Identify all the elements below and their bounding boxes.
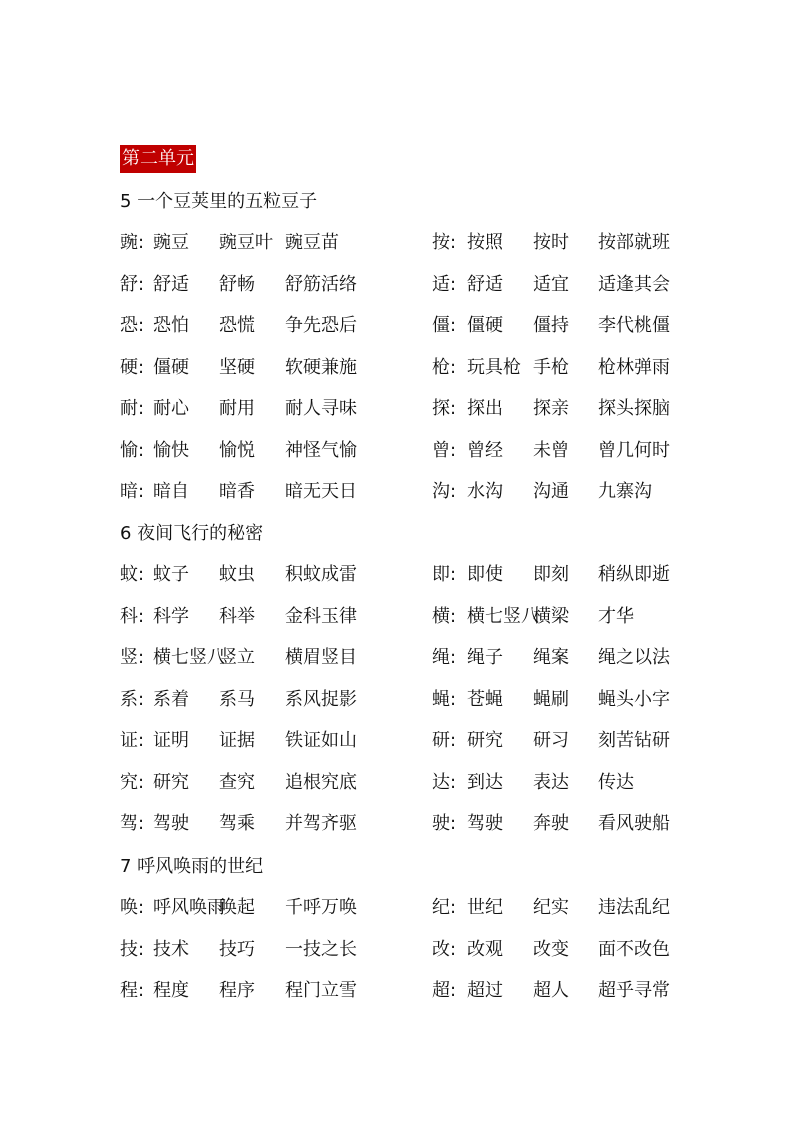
left-char: 硬: (120, 356, 145, 378)
left-char: 竖: (120, 647, 145, 668)
lesson-title: 6 夜间飞行的秘密 (120, 523, 264, 544)
right-word: 横七竖八 (467, 605, 539, 627)
right-char: 曾: (432, 439, 457, 461)
right-word: 探亲 (533, 398, 569, 419)
left-char: 耐: (120, 398, 145, 419)
left-char: 恐: (120, 315, 145, 336)
left-word: 驾乘 (219, 813, 255, 834)
right-word: 玩具枪 (467, 356, 521, 378)
right-char: 按: (432, 232, 457, 253)
left-word: 系马 (219, 688, 255, 710)
right-char: 达: (432, 771, 457, 793)
left-word: 僵硬 (153, 356, 189, 378)
right-word: 苍蝇 (467, 688, 503, 710)
right-word: 探头探脑 (598, 398, 670, 419)
lesson-title: 5 一个豆荚里的五粒豆子 (120, 191, 318, 212)
left-word: 程序 (219, 980, 255, 1001)
right-char: 沟: (432, 481, 457, 502)
right-char: 适: (432, 273, 457, 295)
left-word: 恐慌 (219, 315, 255, 336)
left-word: 证明 (153, 730, 189, 751)
right-char: 横: (432, 605, 457, 627)
left-char: 唤: (120, 897, 145, 918)
vocab-row (0, 230, 793, 256)
right-word: 沟通 (533, 481, 569, 502)
right-word: 僵硬 (467, 315, 503, 336)
vocab-row (0, 645, 793, 671)
left-char: 暗: (120, 481, 145, 502)
right-word: 研究 (467, 730, 503, 751)
left-word: 坚硬 (219, 356, 255, 378)
vocab-row (0, 313, 793, 339)
right-word: 僵持 (533, 315, 569, 336)
left-word: 蚊子 (153, 564, 189, 585)
right-word: 九寨沟 (598, 481, 652, 502)
right-word: 驾驶 (467, 813, 503, 834)
right-char: 即: (432, 564, 457, 585)
left-word: 舒筋活络 (285, 273, 357, 295)
left-word: 积蚊成雷 (285, 564, 357, 585)
right-word: 违法乱纪 (598, 897, 670, 918)
left-word: 舒畅 (219, 273, 255, 295)
left-word: 暗自 (153, 481, 189, 502)
right-word: 改观 (467, 938, 503, 960)
left-word: 暗无天日 (285, 481, 357, 502)
right-word: 按部就班 (598, 232, 670, 253)
right-char: 枪: (432, 356, 457, 378)
left-char: 舒: (120, 273, 145, 295)
right-char: 僵: (432, 315, 457, 336)
vocab-row (0, 811, 793, 837)
vocab-row (0, 479, 793, 505)
right-char: 驶: (432, 813, 457, 834)
vocab-row (0, 770, 793, 796)
left-word: 软硬兼施 (285, 356, 357, 378)
vocab-row (0, 687, 793, 713)
left-word: 豌豆叶 (219, 232, 273, 253)
right-word: 绳之以法 (598, 647, 670, 668)
right-char: 探: (432, 398, 457, 419)
left-word: 呼风唤雨 (153, 897, 225, 918)
left-word: 神怪气愉 (285, 439, 357, 461)
left-word: 程门立雪 (285, 980, 357, 1001)
right-word: 奔驶 (533, 813, 569, 834)
vocab-row (0, 937, 793, 963)
left-char: 科: (120, 605, 145, 627)
left-word: 暗香 (219, 481, 255, 502)
left-word: 技巧 (219, 938, 255, 960)
right-word: 适宜 (533, 273, 569, 295)
right-word: 蝇头小字 (598, 688, 670, 710)
left-word: 耐心 (153, 398, 189, 419)
right-word: 曾经 (467, 439, 503, 461)
right-word: 改变 (533, 938, 569, 960)
right-char: 纪: (432, 897, 457, 918)
vocab-row (0, 728, 793, 754)
right-word: 超人 (533, 980, 569, 1001)
left-word: 舒适 (153, 273, 189, 295)
right-char: 改: (432, 938, 457, 960)
left-word: 争先恐后 (285, 315, 357, 336)
left-word: 唤起 (219, 897, 255, 918)
left-word: 愉快 (153, 439, 189, 461)
right-word: 绳案 (533, 647, 569, 668)
vocab-row (0, 355, 793, 381)
right-word: 未曾 (533, 439, 569, 461)
right-word: 看风驶船 (598, 813, 670, 834)
left-word: 驾驶 (153, 813, 189, 834)
left-word: 耐人寻味 (285, 398, 357, 419)
right-word: 探出 (467, 398, 503, 419)
left-word: 耐用 (219, 398, 255, 419)
left-char: 系: (120, 688, 145, 710)
right-word: 纪实 (533, 897, 569, 918)
left-word: 横七竖八 (153, 647, 225, 668)
right-word: 表达 (533, 771, 569, 793)
left-char: 蚊: (120, 564, 145, 585)
vocab-row (0, 978, 793, 1004)
left-char: 究: (120, 771, 145, 793)
left-word: 技术 (153, 938, 189, 960)
right-word: 传达 (598, 771, 634, 793)
left-word: 追根究底 (285, 771, 357, 793)
right-char: 蝇: (432, 688, 457, 710)
left-word: 金科玉律 (285, 605, 357, 627)
left-char: 证: (120, 730, 145, 751)
right-word: 绳子 (467, 647, 503, 668)
vocab-row (0, 272, 793, 298)
left-char: 豌: (120, 232, 145, 253)
lesson-title: 7 呼风唤雨的世纪 (120, 856, 264, 877)
unit-title: 第二单元 (120, 145, 196, 173)
right-word: 按时 (533, 232, 569, 253)
right-word: 水沟 (467, 481, 503, 502)
left-word: 铁证如山 (285, 730, 357, 751)
left-word: 系风捉影 (285, 688, 357, 710)
right-word: 枪林弹雨 (598, 356, 670, 378)
right-word: 稍纵即逝 (598, 564, 670, 585)
right-word: 超过 (467, 980, 503, 1001)
right-word: 舒适 (467, 273, 503, 295)
left-char: 技: (120, 938, 145, 960)
left-word: 竖立 (219, 647, 255, 668)
vocab-row (0, 396, 793, 422)
right-word: 超乎寻常 (598, 980, 670, 1001)
right-word: 适逢其会 (598, 273, 670, 295)
left-word: 系着 (153, 688, 189, 710)
right-word: 面不改色 (598, 938, 670, 960)
left-word: 千呼万唤 (285, 897, 357, 918)
vocab-row (0, 604, 793, 630)
right-char: 超: (432, 980, 457, 1001)
left-word: 研究 (153, 771, 189, 793)
left-word: 查究 (219, 771, 255, 793)
right-word: 刻苦钻研 (598, 730, 670, 751)
left-word: 蚊虫 (219, 564, 255, 585)
left-word: 一技之长 (285, 938, 357, 960)
left-word: 科举 (219, 605, 255, 627)
left-word: 证据 (219, 730, 255, 751)
right-word: 曾几何时 (598, 439, 670, 461)
right-word: 手枪 (533, 356, 569, 378)
left-word: 愉悦 (219, 439, 255, 461)
left-word: 程度 (153, 980, 189, 1001)
left-word: 横眉竖目 (285, 647, 357, 668)
right-word: 即使 (467, 564, 503, 585)
right-char: 绳: (432, 647, 457, 668)
right-word: 到达 (467, 771, 503, 793)
right-word: 横梁 (533, 605, 569, 627)
left-char: 程: (120, 980, 145, 1001)
left-word: 并驾齐驱 (285, 813, 357, 834)
vocab-row (0, 562, 793, 588)
right-word: 李代桃僵 (598, 315, 670, 336)
vocab-row (0, 895, 793, 921)
right-word: 才华 (598, 605, 634, 627)
left-word: 科学 (153, 605, 189, 627)
right-word: 研习 (533, 730, 569, 751)
left-word: 豌豆苗 (285, 232, 339, 253)
right-word: 按照 (467, 232, 503, 253)
left-word: 恐怕 (153, 315, 189, 336)
left-char: 愉: (120, 439, 145, 461)
left-char: 驾: (120, 813, 145, 834)
right-word: 即刻 (533, 564, 569, 585)
right-word: 蝇刷 (533, 688, 569, 710)
vocab-row (0, 438, 793, 464)
right-char: 研: (432, 730, 457, 751)
right-word: 世纪 (467, 897, 503, 918)
left-word: 豌豆 (153, 232, 189, 253)
